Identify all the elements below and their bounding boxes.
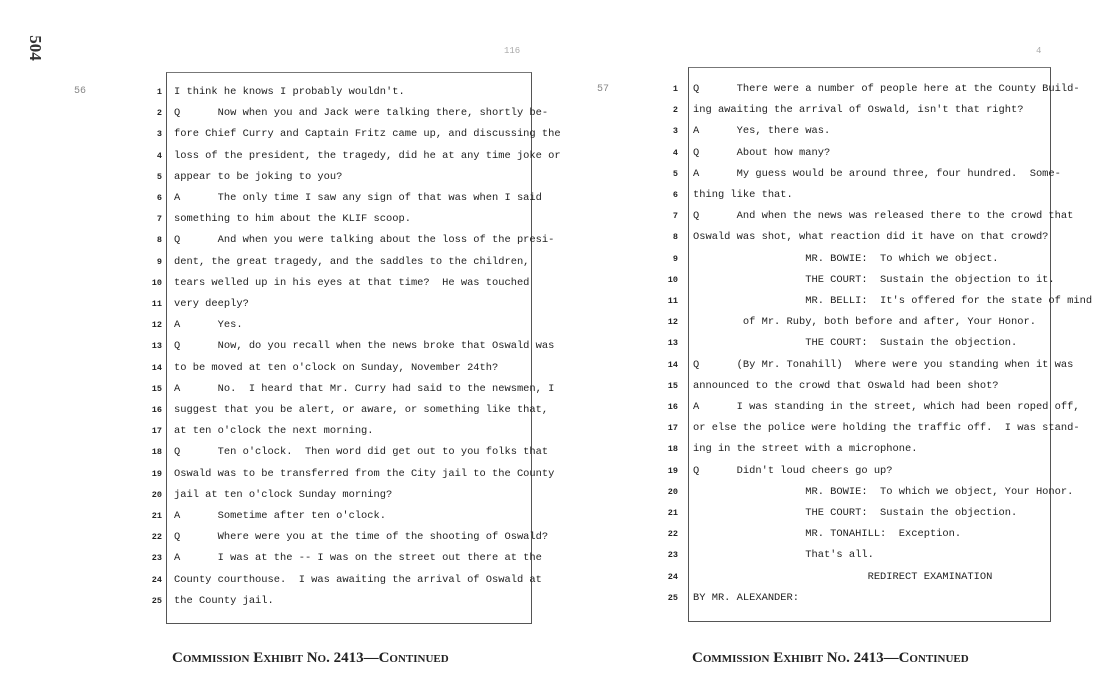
line-text: A The only time I saw any sign of that was when I said — [174, 192, 542, 204]
line-number: 1 — [156, 87, 162, 97]
line-number: 3 — [672, 126, 678, 137]
left-margin-number: 56 — [74, 86, 87, 97]
line-number: 22 — [667, 529, 678, 540]
volume-page-number: 504 — [25, 35, 45, 61]
line-text: of Mr. Ruby, both before and after, Your Honor. — [693, 316, 1036, 329]
line-number: 4 — [156, 150, 162, 161]
line-text: very deeply? — [174, 298, 249, 310]
line-number: 21 — [667, 508, 678, 518]
line-number: 17 — [151, 426, 162, 437]
line-number: 18 — [151, 447, 162, 458]
line-text: Q Didn't loud cheers go up? — [693, 464, 893, 477]
line-text: A No. I heard that Mr. Curry had said to the newsmen, I — [174, 382, 555, 395]
line-number: 1 — [672, 84, 678, 94]
line-text: Q And when the news was released there to the crowd that — [693, 210, 1074, 223]
line-number: 8 — [156, 235, 162, 246]
line-number: 21 — [151, 511, 162, 521]
line-text: Q Ten o'clock. Then word did get out to you folks that — [174, 446, 549, 459]
line-number: 12 — [151, 320, 162, 331]
line-text: fore Chief Curry and Captain Fritz came up, and discussing the — [174, 128, 561, 141]
line-number: 10 — [151, 277, 162, 288]
line-text: A My guess would be around three, four hundred. Some- — [693, 167, 1061, 180]
line-text: BY MR. ALEXANDER: — [693, 591, 800, 604]
right-margin-number: 57 — [597, 84, 610, 95]
line-text: ing awaiting the arrival of Oswald, isn't that right? — [693, 104, 1024, 117]
line-text: jail at ten o'clock Sunday morning? — [174, 488, 393, 501]
line-number: 15 — [151, 383, 162, 394]
right-corner-number: 4 — [1036, 46, 1042, 56]
line-number: 12 — [667, 317, 678, 328]
line-number: 15 — [667, 380, 678, 391]
line-number: 22 — [151, 532, 162, 543]
line-number: 16 — [151, 405, 162, 415]
line-text: A I was standing in the street, which had been roped off, — [693, 401, 1080, 413]
line-number: 10 — [667, 274, 678, 285]
line-number: 5 — [156, 171, 162, 182]
line-text: Oswald was shot, what reaction did it have on that crowd? — [693, 231, 1049, 244]
line-text: ing in the street with a microphone. — [693, 443, 918, 456]
line-number: 4 — [672, 147, 678, 158]
line-number: 18 — [667, 444, 678, 455]
line-text: A Sometime after ten o'clock. — [174, 510, 387, 522]
line-number: 24 — [667, 571, 678, 582]
line-number: 7 — [672, 211, 678, 222]
line-text: County courthouse. I was awaiting the arrival of Oswald at — [174, 573, 542, 586]
line-number: 6 — [156, 193, 162, 203]
line-number: 20 — [667, 486, 678, 497]
line-number: 25 — [151, 595, 162, 606]
line-text: MR. BOWIE: To which we object. — [693, 252, 999, 265]
line-text: Q Now when you and Jack were talking there, shortly be- — [174, 107, 549, 120]
line-text: REDIRECT EXAMINATION — [693, 570, 993, 583]
line-number: 17 — [667, 423, 678, 434]
line-number: 9 — [672, 253, 678, 264]
line-number: 8 — [672, 232, 678, 243]
line-text: Q And when you were talking about the loss of the presi- — [174, 234, 555, 247]
line-number: 19 — [667, 465, 678, 476]
line-text: suggest that you be alert, or aware, or something like that, — [174, 404, 549, 416]
right-caption: Commission Exhibit No. 2413—Continued — [692, 650, 969, 666]
line-text: thing like that. — [693, 189, 793, 201]
line-number: 20 — [151, 489, 162, 500]
line-number: 11 — [151, 299, 162, 309]
line-text: to be moved at ten o'clock on Sunday, November 24th? — [174, 361, 499, 374]
line-text: Q Now, do you recall when the news broke that Oswald was — [174, 340, 555, 353]
left-caption: Commission Exhibit No. 2413—Continued — [172, 650, 449, 666]
line-number: 23 — [151, 553, 162, 564]
line-number: 11 — [667, 296, 678, 306]
line-number: 14 — [151, 362, 162, 373]
line-number: 19 — [151, 468, 162, 479]
line-number: 23 — [667, 550, 678, 561]
line-text: announced to the crowd that Oswald had been shot? — [693, 379, 999, 392]
line-text: Q Where were you at the time of the shooting of Oswald? — [174, 531, 549, 544]
line-number: 3 — [156, 129, 162, 140]
line-text: Q About how many? — [693, 146, 831, 159]
line-text: THE COURT: Sustain the objection. — [693, 337, 1018, 350]
line-text: tears welled up in his eyes at that time? He was touched — [174, 276, 530, 289]
line-text: Oswald was to be transferred from the City jail to the County — [174, 467, 555, 480]
line-number: 2 — [156, 108, 162, 119]
left-corner-number: 116 — [504, 46, 521, 56]
line-text: something to him about the KLIF scoop. — [174, 213, 411, 226]
line-text: the County jail. — [174, 594, 274, 607]
line-text: appear to be joking to you? — [174, 170, 343, 183]
line-number: 9 — [156, 256, 162, 267]
line-number: 25 — [667, 592, 678, 603]
line-text: I think he knows I probably wouldn't. — [174, 86, 405, 98]
line-text: THE COURT: Sustain the objection. — [693, 507, 1018, 519]
line-text: THE COURT: Sustain the objection to it. — [693, 273, 1055, 286]
line-number: 16 — [667, 402, 678, 412]
line-text: or else the police were holding the traffic off. I was stand- — [693, 422, 1080, 435]
line-number: 2 — [672, 105, 678, 116]
line-number: 13 — [667, 338, 678, 349]
line-number: 14 — [667, 359, 678, 370]
line-text: That's all. — [693, 549, 874, 562]
line-text: A Yes, there was. — [693, 125, 831, 138]
line-text: at ten o'clock the next morning. — [174, 425, 374, 438]
line-text: MR. TONAHILL: Exception. — [693, 528, 962, 541]
line-text: dent, the great tragedy, and the saddles to the children, — [174, 255, 530, 268]
line-number: 13 — [151, 341, 162, 352]
line-text: loss of the president, the tragedy, did he at any time joke or — [174, 149, 561, 162]
line-text: Q (By Mr. Tonahill) Where were you standing when it was — [693, 358, 1074, 371]
line-number: 24 — [151, 574, 162, 585]
line-text: Q There were a number of people here at the County Build- — [693, 83, 1080, 95]
line-text: A I was at the -- I was on the street out there at the — [174, 552, 542, 565]
line-text: MR. BOWIE: To which we object, Your Honor. — [693, 485, 1074, 498]
line-number: 7 — [156, 214, 162, 225]
line-text: A Yes. — [174, 319, 243, 332]
line-number: 6 — [672, 190, 678, 200]
line-number: 5 — [672, 168, 678, 179]
line-text: MR. BELLI: It's offered for the state of mind — [693, 295, 1093, 307]
